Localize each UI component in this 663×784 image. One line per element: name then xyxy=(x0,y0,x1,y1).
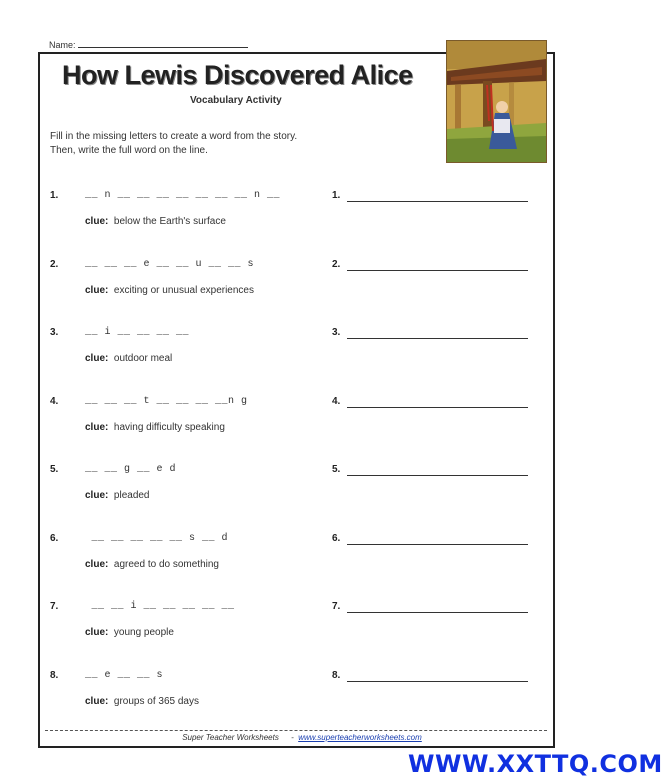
answer-number: 3. xyxy=(332,327,341,338)
answer-line[interactable] xyxy=(347,201,528,202)
footer-site-link[interactable]: www.superteacherworksheets.com xyxy=(298,733,422,742)
answer-number: 5. xyxy=(332,464,341,475)
item-number: 6. xyxy=(50,533,59,544)
missing-letters: __ e __ __ s xyxy=(85,670,164,681)
clue-label: clue: xyxy=(85,696,109,707)
clue-label: clue: xyxy=(85,422,109,433)
clue-text: below the Earth's surface xyxy=(113,216,226,227)
instructions xyxy=(50,130,297,158)
clue-label: clue: xyxy=(85,627,109,638)
missing-letters: __ n __ __ __ __ __ __ __ n __ xyxy=(85,190,281,201)
name-field[interactable] xyxy=(49,38,248,50)
watermark: WWW.XXTTQ.COM xyxy=(408,750,663,778)
vocab-item-5 xyxy=(0,464,604,524)
answer-line[interactable] xyxy=(347,338,528,339)
instructions-line-2: Then, write the full word on the line. xyxy=(50,145,208,156)
clue-text: agreed to do something xyxy=(113,559,219,570)
clue-label: clue: xyxy=(85,353,109,364)
answer-line[interactable] xyxy=(347,544,528,545)
missing-letters: __ __ __ t __ __ __ __n g xyxy=(85,396,248,407)
item-number: 4. xyxy=(50,396,59,407)
name-label: Name: xyxy=(49,40,76,50)
answer-number: 7. xyxy=(332,601,341,612)
answer-line[interactable] xyxy=(347,475,528,476)
missing-letters: __ i __ __ __ __ xyxy=(85,327,190,338)
clue-text: having difficulty speaking xyxy=(113,422,225,433)
footer-brand: Super Teacher Worksheets xyxy=(182,733,279,742)
footer xyxy=(0,733,604,742)
clue-text: exciting or unusual experiences xyxy=(113,285,254,296)
vocab-item-1 xyxy=(0,190,604,250)
clue-text: pleaded xyxy=(113,490,150,501)
clue-label: clue: xyxy=(85,285,109,296)
instructions-line-1: Fill in the missing letters to create a word from the story. xyxy=(50,131,298,142)
item-number: 5. xyxy=(50,464,59,475)
clue-text: groups of 365 days xyxy=(113,696,199,707)
page-title: How Lewis Discovered Alice xyxy=(62,60,413,90)
missing-letters: __ __ i __ __ __ __ __ xyxy=(85,601,235,612)
clue-text: outdoor meal xyxy=(113,353,173,364)
answer-number: 2. xyxy=(332,259,341,270)
footer-separator: - xyxy=(291,733,294,742)
vocab-item-6 xyxy=(0,533,604,593)
vocab-item-3 xyxy=(0,327,604,387)
missing-letters: __ __ __ __ __ s __ d xyxy=(85,533,229,544)
item-number: 8. xyxy=(50,670,59,681)
clue-label: clue: xyxy=(85,490,109,501)
footer-divider xyxy=(45,730,547,731)
answer-line[interactable] xyxy=(347,681,528,682)
item-number: 2. xyxy=(50,259,59,270)
story-illustration xyxy=(446,40,547,163)
page-subtitle: Vocabulary Activity xyxy=(190,95,282,106)
clue-label: clue: xyxy=(85,216,109,227)
vocab-item-8 xyxy=(0,670,604,730)
clue-label: clue: xyxy=(85,559,109,570)
answer-number: 8. xyxy=(332,670,341,681)
name-blank-line[interactable] xyxy=(78,38,248,48)
item-number: 3. xyxy=(50,327,59,338)
item-number: 1. xyxy=(50,190,59,201)
answer-number: 6. xyxy=(332,533,341,544)
missing-letters: __ __ g __ e d xyxy=(85,464,177,475)
missing-letters: __ __ __ e __ __ u __ __ s xyxy=(85,259,255,270)
answer-line[interactable] xyxy=(347,407,528,408)
answer-line[interactable] xyxy=(347,612,528,613)
answer-line[interactable] xyxy=(347,270,528,271)
vocab-item-4 xyxy=(0,396,604,456)
answer-number: 4. xyxy=(332,396,341,407)
item-number: 7. xyxy=(50,601,59,612)
clue-text: young people xyxy=(113,627,174,638)
answer-number: 1. xyxy=(332,190,341,201)
vocab-item-2 xyxy=(0,259,604,319)
vocab-item-7 xyxy=(0,601,604,661)
